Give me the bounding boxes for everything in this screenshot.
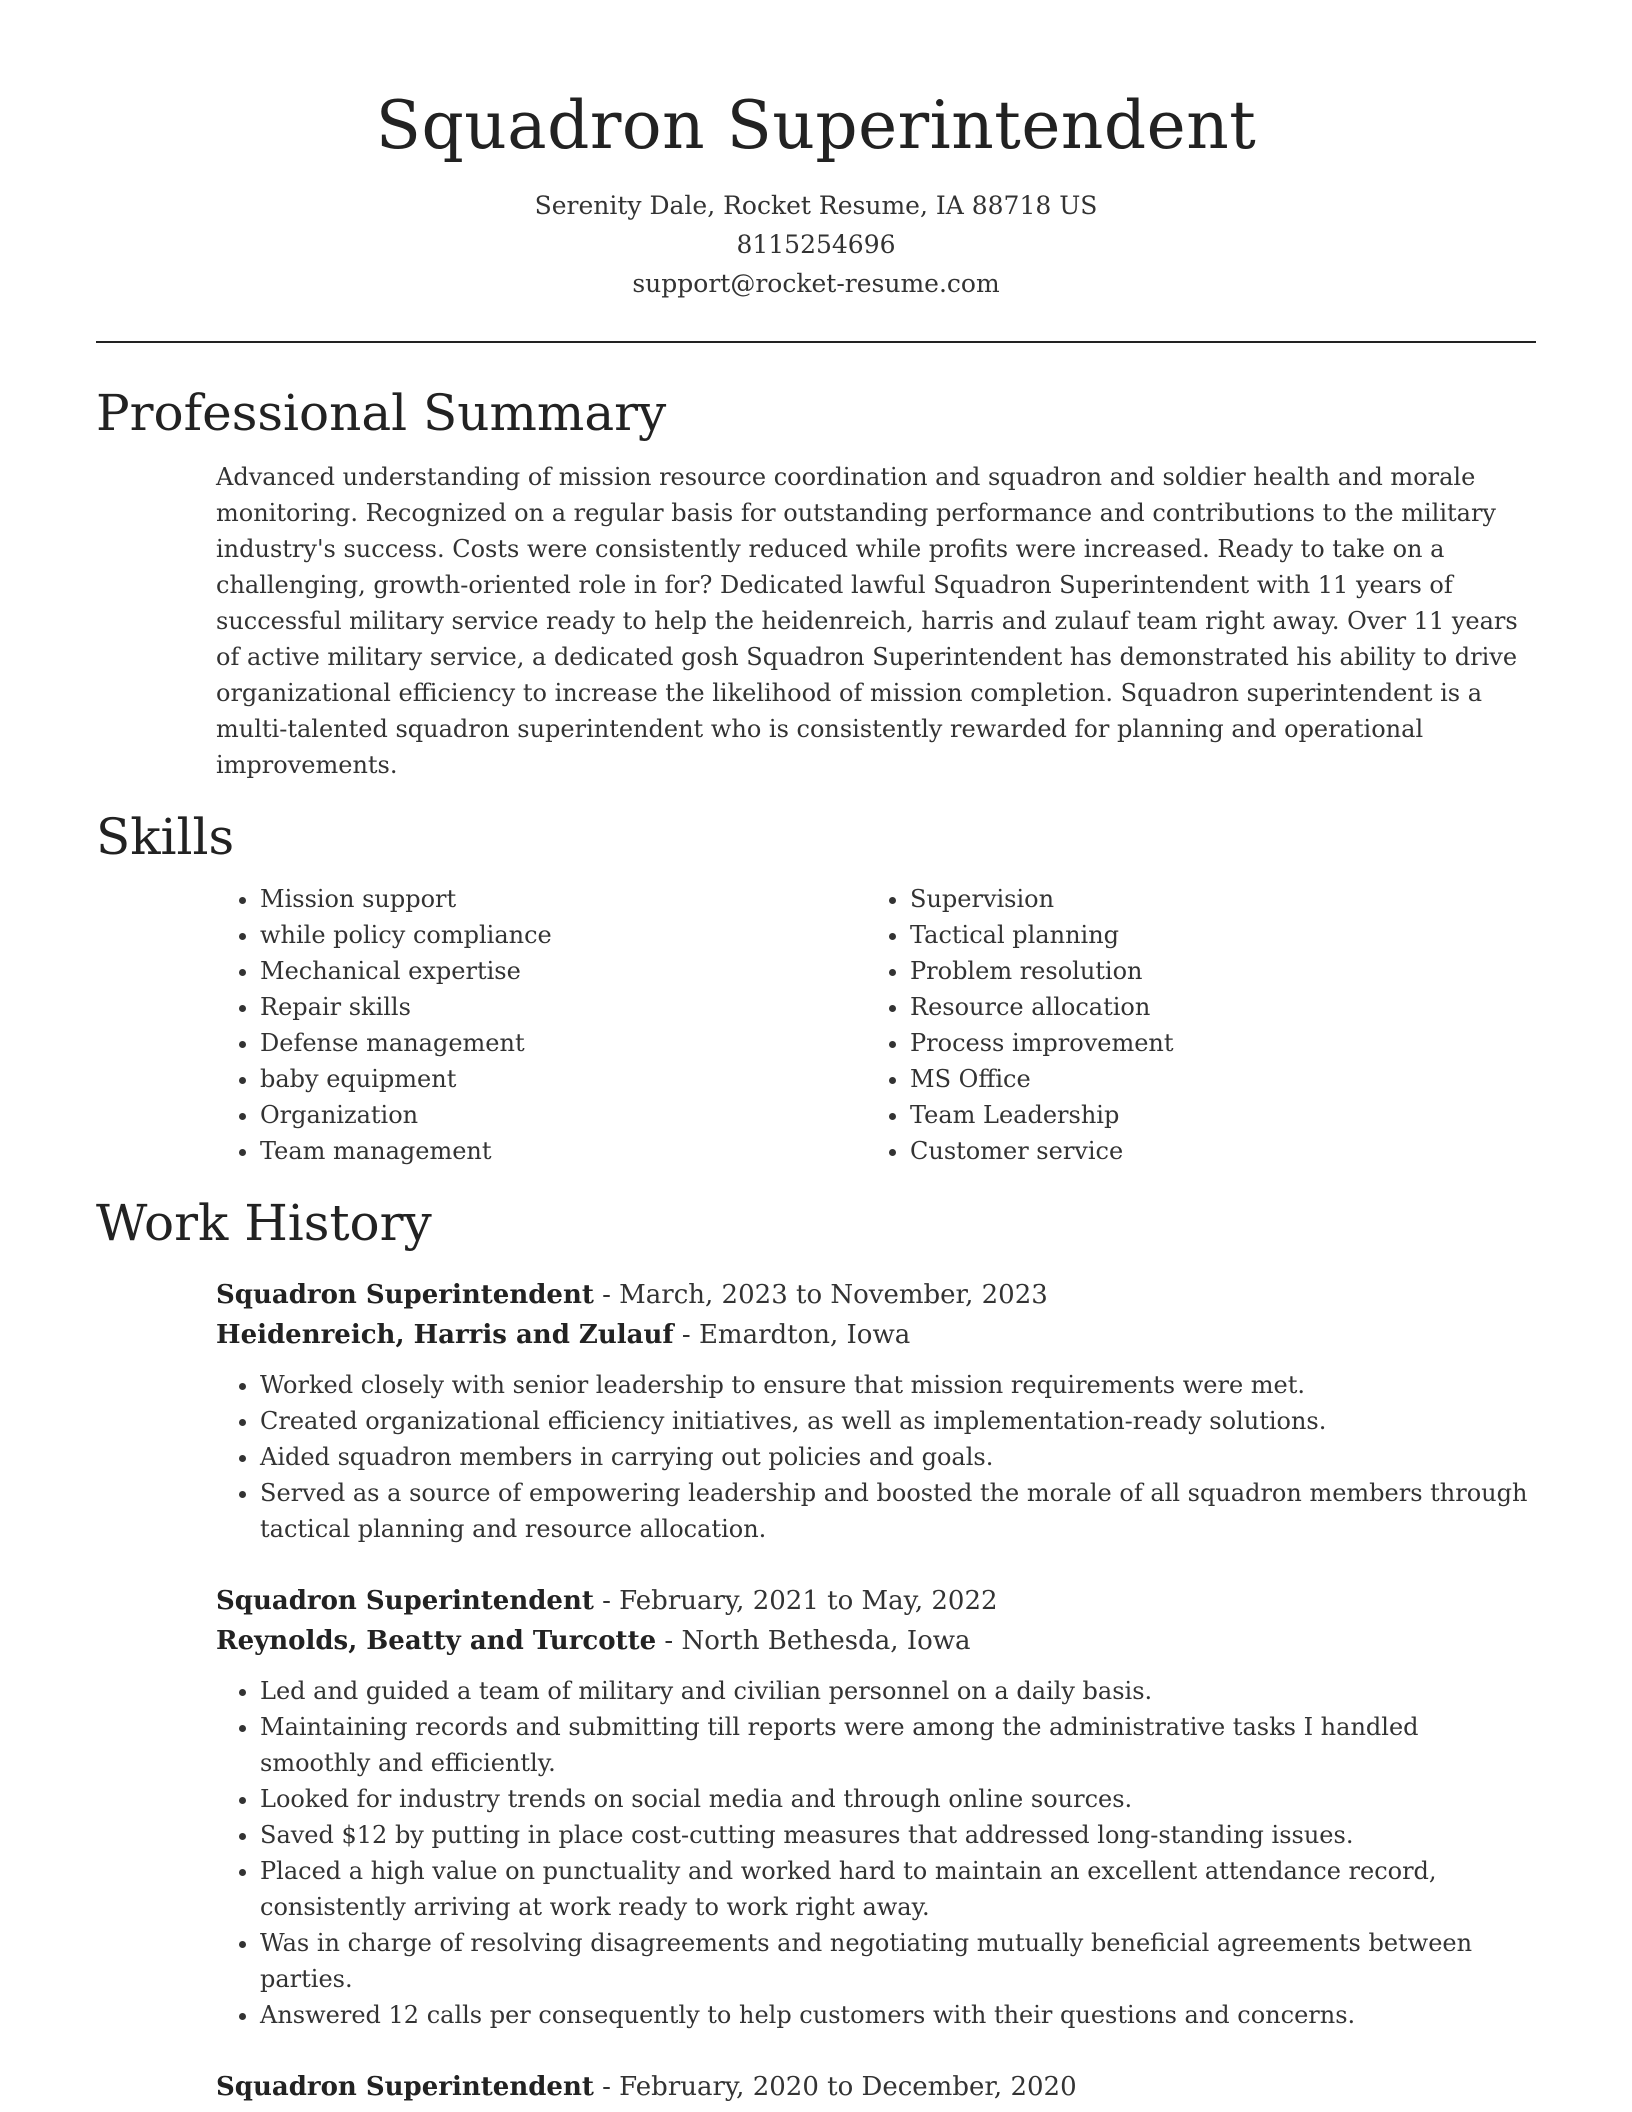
skill-item: • Team management: [260, 1133, 866, 1169]
job-bullet: • Was in charge of resolving disagreements and negotiating mutually beneficial agreements between parties.: [260, 1925, 1536, 1997]
job-entry: [216, 1581, 1536, 2033]
job-company: Reynolds, Beatty and Turcotte: [216, 1626, 657, 1656]
skill-item: • Team Leadership: [910, 1097, 1516, 1133]
skill-item: • Repair skills: [260, 989, 866, 1025]
skill-item: • Resource allocation: [910, 989, 1516, 1025]
job-entry: [216, 2067, 1536, 2107]
job-company-line: [216, 1621, 1536, 1661]
job-position: Squadron Superintendent: [216, 1280, 594, 1310]
skill-item: • Defense management: [260, 1025, 866, 1061]
skills-heading: Skills: [96, 808, 235, 866]
job-bullet: • Aided squadron members in carrying out policies and goals.: [260, 1439, 1536, 1475]
skills-grid: [216, 881, 1536, 1169]
skill-item: • baby equipment: [260, 1061, 866, 1097]
job-bullet: • Led and guided a team of military and civilian personnel on a daily basis.: [260, 1673, 1536, 1709]
job-title-line: [216, 1275, 1536, 1315]
skill-item: • Mechanical expertise: [260, 953, 866, 989]
job-position: Squadron Superintendent: [216, 2072, 594, 2102]
skill-item: • Supervision: [910, 881, 1516, 917]
work-history-heading: Work History: [96, 1194, 432, 1252]
job-dates: - February, 2020 to December, 2020: [593, 2072, 1077, 2102]
job-title-line: [216, 2067, 1536, 2107]
skill-item: • Mission support: [260, 881, 866, 917]
job-bullet: • Worked closely with senior leadership to ensure that mission requirements were met.: [260, 1367, 1536, 1403]
job-dates: - March, 2023 to November, 2023: [593, 1280, 1048, 1310]
job-bullets: [216, 1367, 1536, 1547]
job-location: - North Bethesda, Iowa: [656, 1626, 971, 1656]
skill-item: • Organization: [260, 1097, 866, 1133]
job-position: Squadron Superintendent: [216, 1586, 594, 1616]
resume-page: [96, 0, 1536, 2112]
job-bullet: • Maintaining records and submitting till reports were among the administrative tasks I handled smoothly and efficiently.: [260, 1709, 1536, 1781]
skill-item: • MS Office: [910, 1061, 1516, 1097]
job-bullet: • Created organizational efficiency initiatives, as well as implementation-ready solutions.: [260, 1403, 1536, 1439]
skills-column-left: [216, 881, 866, 1169]
job-bullet: • Saved $12 by putting in place cost-cutting measures that addressed long-standing issues.: [260, 1817, 1536, 1853]
candidate-name: Squadron Superintendent: [375, 87, 1257, 164]
resume-header: [96, 0, 1536, 303]
job-bullet: • Looked for industry trends on social media and through online sources.: [260, 1781, 1536, 1817]
summary-text: Advanced understanding of mission resource coordination and squadron and soldier health and morale monitoring. Recognized on a regular basis for outstanding performance and contributions to the military industry's success. Costs were consistently reduced while profits were increased. Ready to take on a challenging, growth-oriented role in for? Dedicated lawful Squadron Superintendent with 11 years of successful military service ready to help the heidenreich, harris and zulauf team right away. Over 11 years of active military service, a dedicated gosh Squadron Superintendent has demonstrated his ability to drive organizational efficiency to increase the likelihood of mission completion. Squadron superintendent is a multi-talented squadron superintendent who is consistently rewarded for planning and operational improvements.: [216, 463, 1518, 779]
job-bullet: • Answered 12 calls per consequently to help customers with their questions and concerns.: [260, 1997, 1536, 2033]
job-bullet: • Placed a high value on punctuality and worked hard to maintain an excellent attendance record, consistently arriving at work ready to work right away.: [260, 1853, 1536, 1925]
skills-column-right: [866, 881, 1516, 1169]
contact-phone: 8115254696: [736, 230, 896, 259]
job-dates: - February, 2021 to May, 2022: [593, 1586, 998, 1616]
contact-email: support@rocket-resume.com: [632, 269, 1000, 298]
job-company-line: [216, 1315, 1536, 1355]
job-company: Heidenreich, Harris and Zulauf: [216, 1320, 674, 1350]
skill-item: • Tactical planning: [910, 917, 1516, 953]
skill-item: • Problem resolution: [910, 953, 1516, 989]
summary-heading: Professional Summary: [96, 384, 667, 442]
job-bullets: [216, 1673, 1536, 2033]
skill-item: • Process improvement: [910, 1025, 1516, 1061]
skill-item: • Customer service: [910, 1133, 1516, 1169]
job-location: - Emardton, Iowa: [673, 1320, 911, 1350]
job-entry: [216, 1275, 1536, 1547]
job-title-line: [216, 1581, 1536, 1621]
contact-address: Serenity Dale, Rocket Resume, IA 88718 US: [534, 191, 1098, 220]
skill-item: • while policy compliance: [260, 917, 866, 953]
header-divider: [96, 341, 1536, 343]
job-bullet: • Served as a source of empowering leadership and boosted the morale of all squadron members through tactical planning and resource allocation.: [260, 1475, 1536, 1547]
